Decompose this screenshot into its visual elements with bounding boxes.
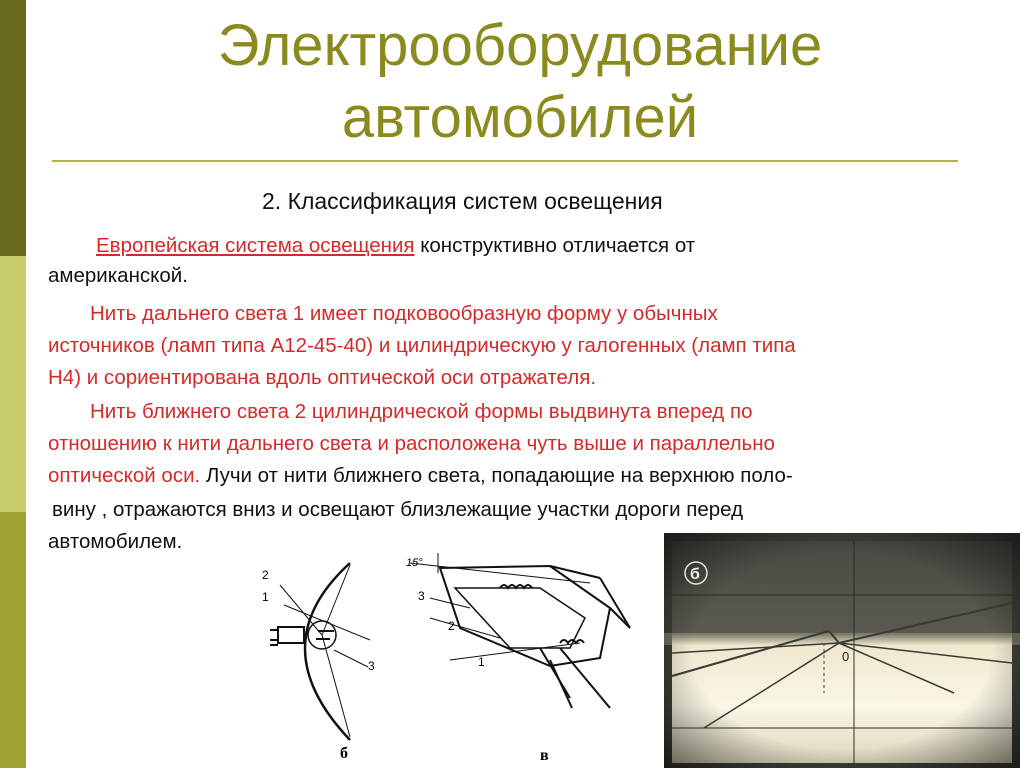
angle-label: 15° — [406, 557, 423, 569]
callout-1-v: 1 — [478, 655, 485, 669]
bulb-envelope — [440, 566, 610, 666]
title-line-2: автомобилей — [341, 85, 699, 150]
paragraph-3-line-1: Нить ближнего света 2 цилиндрической формы выдвинута вперед по — [90, 400, 753, 423]
beam-pattern-photo — [664, 533, 1020, 768]
figure-label-b: б — [340, 745, 348, 762]
photo-label: б — [690, 566, 700, 583]
paragraph-3-red-end: оптической оси. — [48, 464, 201, 487]
european-system-link[interactable]: Европейская система освещения — [96, 234, 415, 257]
side-bar-segment-bottom — [0, 512, 26, 768]
side-bar-segment-middle — [0, 256, 26, 512]
paragraph-3-line-5: автомобилем. — [48, 530, 183, 553]
paragraph-3-line-2: отношению к нити дальнего света и расположена чуть выше и параллельно — [48, 432, 775, 455]
decorative-side-bar — [0, 0, 26, 768]
headlamp-section-diagram — [250, 555, 390, 768]
title-line-1: Электрооборудование — [217, 13, 823, 78]
figure-label-v: в — [540, 747, 549, 764]
paragraph-2-line-1: Нить дальнего света 1 имеет подковообразную форму у обычных — [90, 302, 718, 325]
shield-cup — [455, 588, 585, 648]
callout-3-v: 3 — [418, 589, 425, 603]
paragraph-2-line-3: Н4) и сориентирована вдоль оптической оси отражателя. — [48, 366, 597, 389]
bulb-perspective-diagram — [400, 548, 640, 768]
slide-title — [40, 10, 1000, 154]
paragraph-3-line-4: вину , отражаются вниз и освещают близлежащие участки дороги перед — [52, 498, 744, 521]
paragraph-1-text: конструктивно отличается от — [414, 234, 696, 257]
paragraph-1-line-2: американской. — [48, 264, 188, 287]
paragraph-2-line-2: источников (ламп типа А12-45-40) и цилиндрическую у галогенных (ламп типа — [48, 334, 796, 357]
callout-3: 3 — [368, 659, 375, 673]
photo-point-label: 0 — [842, 649, 850, 664]
side-bar-segment-top — [0, 0, 26, 256]
bulb-base — [278, 627, 304, 643]
paragraph-1-line-1 — [96, 230, 695, 262]
callout-2-v: 2 — [448, 619, 455, 633]
paragraph-3-line-3 — [48, 460, 793, 492]
callout-1: 1 — [262, 590, 269, 604]
title-divider — [52, 160, 958, 162]
section-heading: 2. Классификация систем освещения — [262, 188, 663, 214]
paragraph-3-black-start: Лучи от нити ближнего света, попадающие на верхнюю поло- — [200, 464, 793, 487]
callout-2: 2 — [262, 568, 269, 582]
